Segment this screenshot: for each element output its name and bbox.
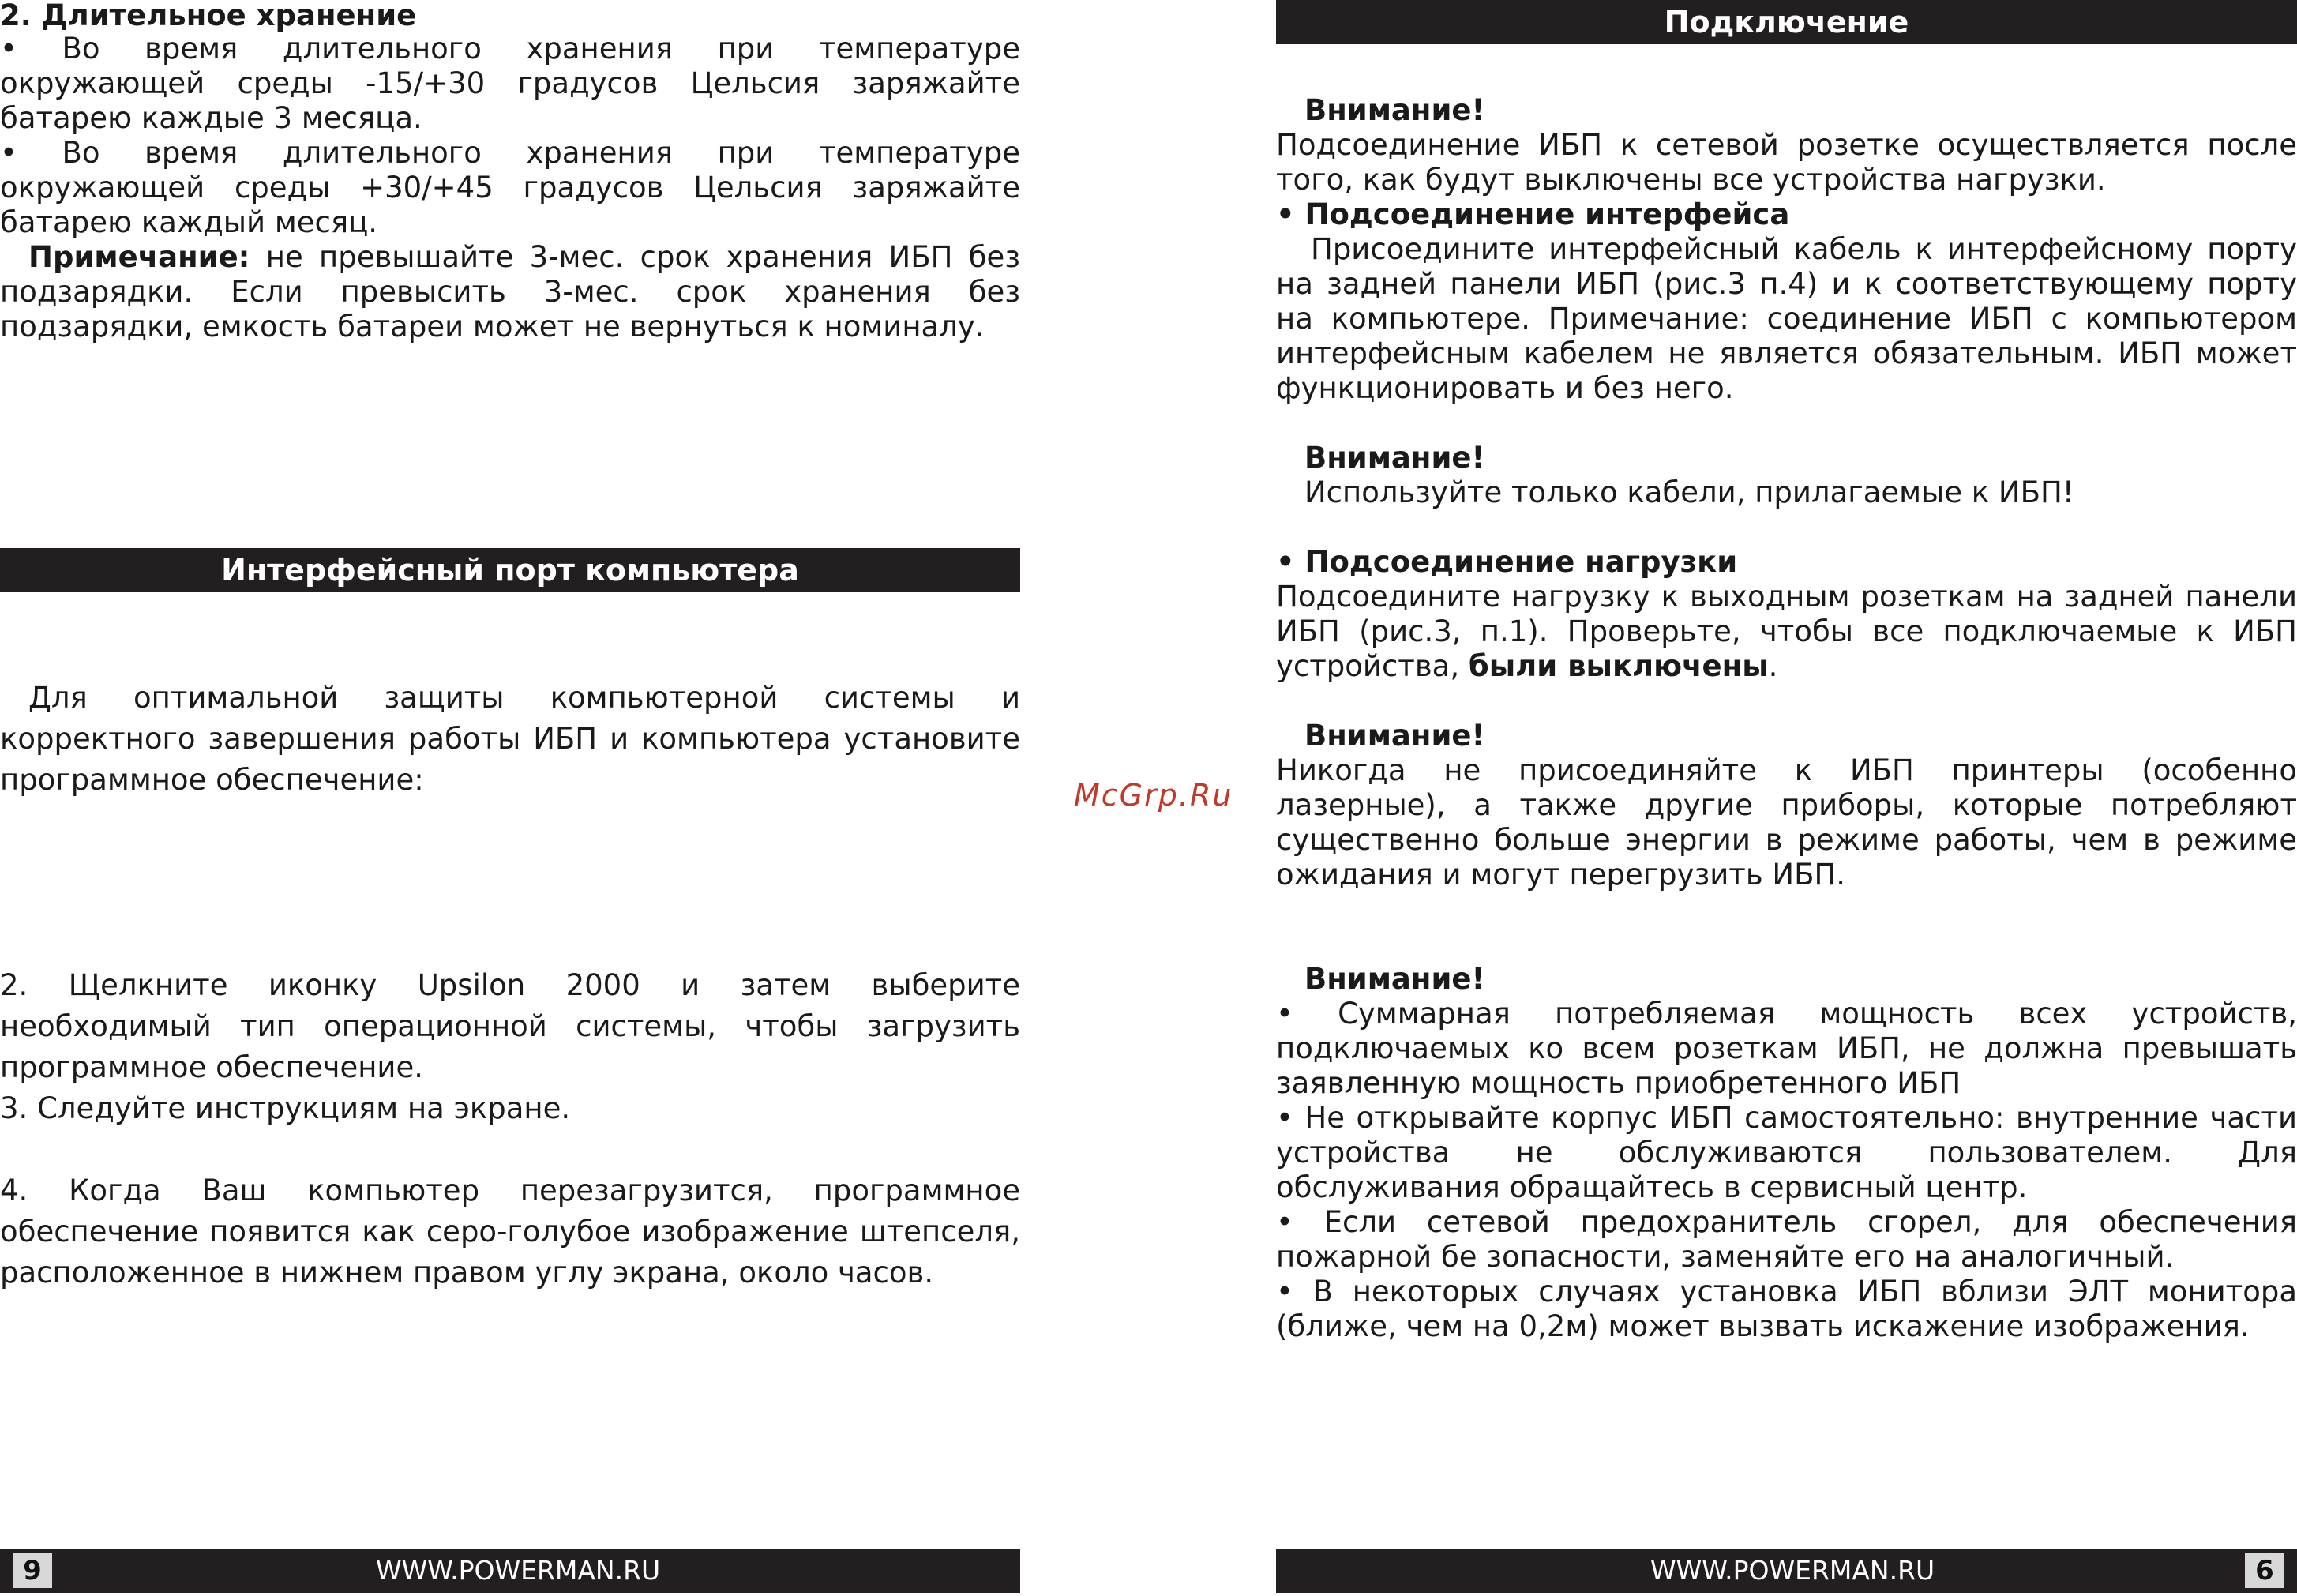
storage-bullet-1: • Во время длительного хранения при температуре окружающей среды -15/+30 градусов Цельсия заряжайте батарею каждые 3 месяца. xyxy=(0,32,1020,135)
load-text-end: . xyxy=(1768,649,1778,683)
page-number: 6 xyxy=(2245,1553,2284,1588)
warning-1-title: Внимание! xyxy=(1304,93,1485,127)
note-text: не превышайте 3-мес. срок хранения ИБП без подзарядки. Если превысить 3-мес. срок хранения без подзарядки, емкость батареи может не вернуться к номиналу. xyxy=(0,240,1020,344)
warning-4-item-3: • Если сетевой предохранитель сгорел, для обеспечения пожарной бе зопасности, заменяйте его на аналогичный. xyxy=(1276,1205,2297,1274)
warning-4-item-1: • Суммарная потребляемая мощность всех устройств, подключаемых ко всем розеткам ИБП, не должна превышать заявленную мощность приобретенного ИБП xyxy=(1276,997,2297,1100)
warning-4-item-4: • В некоторых случаях установка ИБП вблизи ЭЛТ монитора (ближе, чем на 0,2м) может вызвать искажение изображения. xyxy=(1276,1275,2297,1343)
note-label: Примечание: xyxy=(28,240,250,274)
interface-heading: • Подсоединение интерфейса xyxy=(1276,197,1790,231)
warning-1-text: Подсоединение ИБП к сетевой розетке осуществляется после того, как будут выключены все устройства нагрузки. xyxy=(1276,128,2297,197)
storage-bullet-2: • Во время длительного хранения при температуре окружающей среды +30/+45 градусов Цельсия заряжайте батарею каждый месяц. xyxy=(0,136,1020,239)
step-3: 3. Следуйте инструкциям на экране. xyxy=(0,1091,571,1125)
step-4: 4. Когда Ваш компьютер перезагрузится, программное обеспечение появится как серо-голубое изображение штепселя, расположенное в нижнем правом углу экрана, около часов. xyxy=(0,1174,1020,1290)
watermark-text: McGrp.Ru xyxy=(1074,778,1233,813)
load-text-bold: были выключены xyxy=(1468,649,1769,683)
load-heading: • Подсоединение нагрузки xyxy=(1276,545,1738,579)
interface-intro-text: Для оптимальной защиты компьютерной системы и корректного завершения работы ИБП и компьютера установите программное обеспечение: xyxy=(0,681,1020,797)
heading-long-storage: 2. Длительное хранение xyxy=(0,0,417,32)
footer-url: WWW.POWERMAN.RU xyxy=(376,1555,661,1586)
load-text-body: Подсоедините нагрузку к выходным розеткам на задней панели ИБП (рис.3, п.1). Проверьте, чтобы все подключаемые к ИБП устройства, xyxy=(1276,580,2297,683)
left-footer xyxy=(0,1549,1020,1593)
storage-note xyxy=(0,240,1020,344)
footer-url: WWW.POWERMAN.RU xyxy=(1650,1555,1935,1586)
interface-intro xyxy=(0,678,1020,801)
warning-4-item-2: • Не открывайте корпус ИБП самостоятельно: внутренние части устройства не обслуживаются пользователем. Для обслуживания обращайтесь в сервисный центр. xyxy=(1276,1101,2297,1204)
left-page xyxy=(0,0,1020,1596)
right-page xyxy=(1276,0,2297,1596)
warning-2-title: Внимание! xyxy=(1304,441,1485,475)
interface-text xyxy=(1276,232,2297,406)
right-footer xyxy=(1276,1549,2297,1593)
banner-connection: Подключение xyxy=(1276,0,2297,44)
banner-interface-port: Интерфейсный порт компьютера xyxy=(0,548,1020,592)
page-number: 9 xyxy=(13,1553,52,1588)
load-text xyxy=(1276,580,2297,684)
warning-3-title: Внимание! xyxy=(1304,719,1485,753)
warning-3-text: Никогда не присоединяйте к ИБП принтеры (особенно лазерные), а также другие приборы, которые потребляют существенно больше энергии в режиме работы, чем в режиме ожидания и могут перегрузить ИБП. xyxy=(1276,753,2297,892)
warning-2-text: Используйте только кабели, прилагаемые к ИБП! xyxy=(1304,475,2074,509)
warning-4-title: Внимание! xyxy=(1304,962,1485,996)
interface-text-body: Присоедините интерфейсный кабель к интерфейсному порту на задней панели ИБП (рис.3 п.4) и к соответствующему порту на компьютере. Примечание: соединение ИБП с компьютером интерфейсным кабелем не является обязательным. ИБП может функционировать и без него. xyxy=(1276,232,2297,405)
step-2: 2. Щелкните иконку Upsilon 2000 и затем выберите необходимый тип операционной системы, чтобы загрузить программное обеспечение. xyxy=(0,968,1020,1084)
